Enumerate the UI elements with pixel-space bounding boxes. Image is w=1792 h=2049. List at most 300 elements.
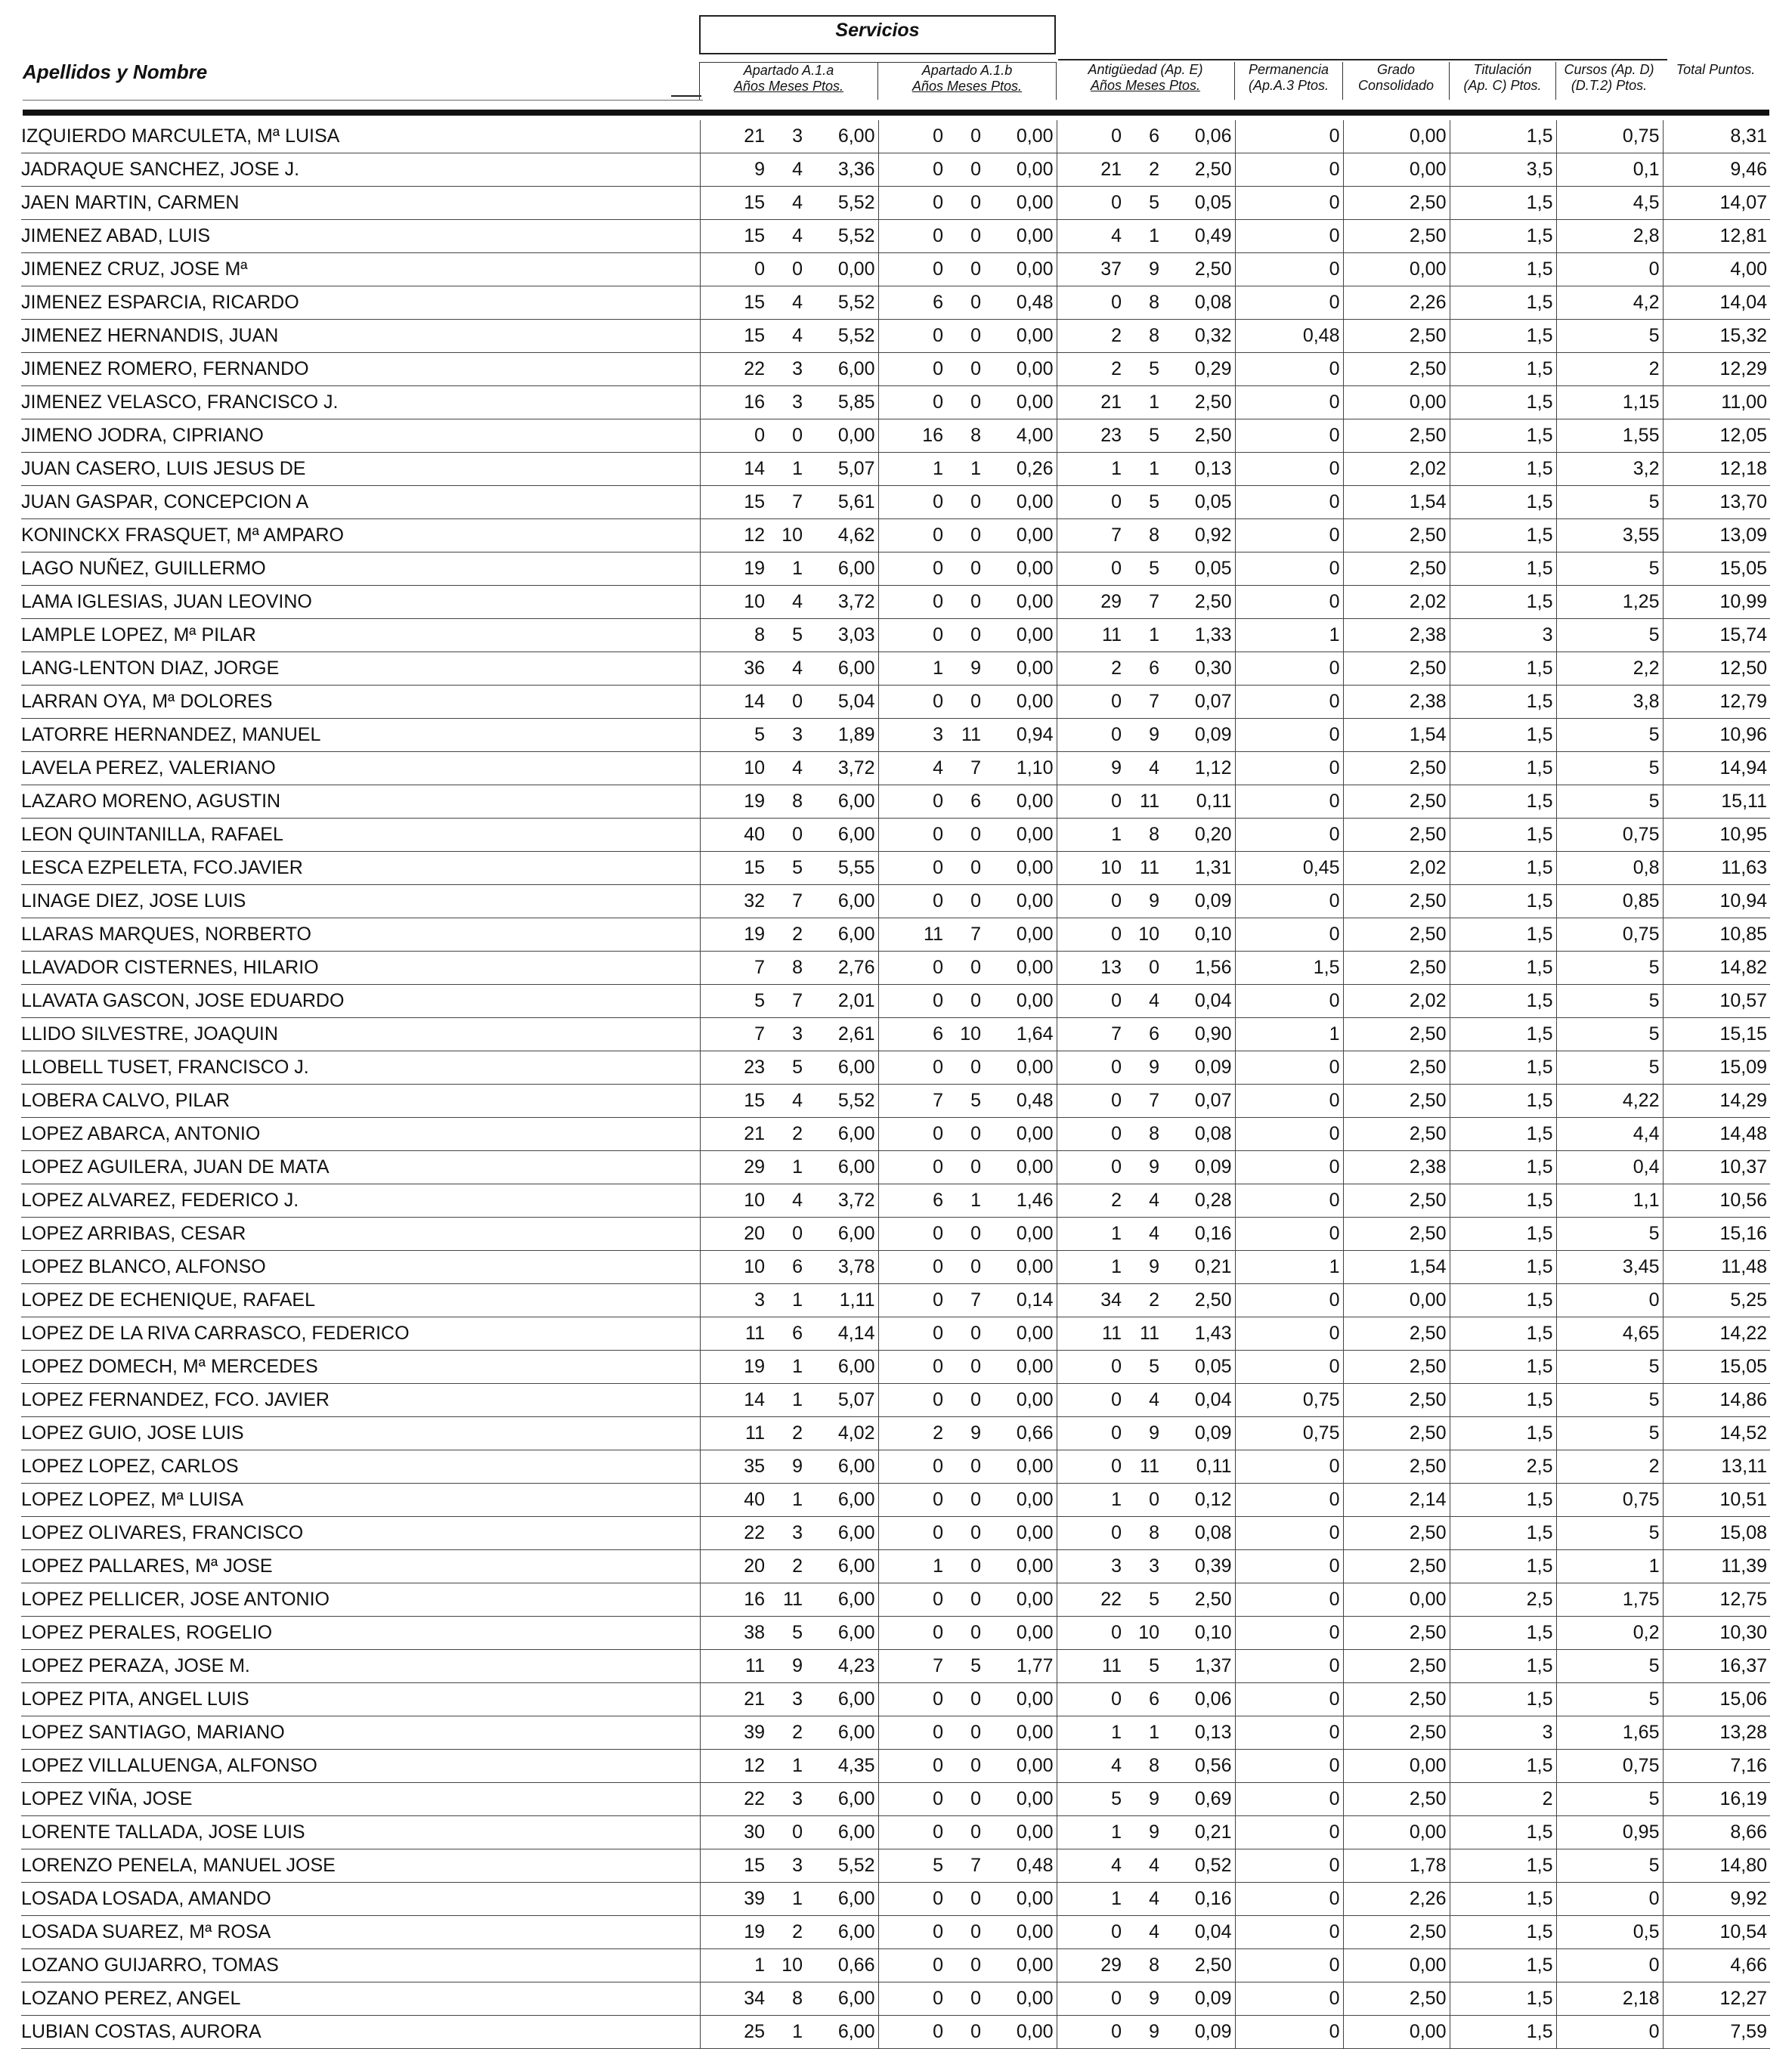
cell-total: 15,06	[1719, 1688, 1767, 1710]
table-row	[21, 1051, 1770, 1085]
cell-a1a-meses: 2	[792, 1422, 803, 1444]
cell-antig-anos: 21	[1100, 159, 1122, 180]
cell-grado: 0,00	[1343, 1816, 1450, 1849]
cell-antig-anos: 0	[1111, 1622, 1122, 1643]
cell-antig-ptos: 2,50	[1162, 253, 1235, 286]
cell-antig-ptos: 0,09	[1162, 719, 1235, 752]
cell-a1a-anos: 22	[744, 1522, 765, 1543]
cell-a1b-anos: 0	[933, 1057, 943, 1078]
cell-antig-ptos: 0,09	[1162, 1982, 1235, 2016]
cell-titulacion: 1,5	[1450, 1883, 1556, 1916]
cell-a1b-anos: 0	[933, 225, 943, 246]
cell-permanencia: 0	[1235, 1683, 1343, 1716]
col-header-grado	[1342, 62, 1449, 100]
cell-permanencia: 0	[1235, 819, 1343, 852]
cell-titulacion: 1,5	[1450, 1317, 1556, 1351]
col-header-cursos	[1555, 62, 1662, 100]
cell-permanencia: 0	[1235, 652, 1343, 686]
cell-a1b-meses: 7	[970, 757, 981, 778]
cell-a1a-ptos: 6,00	[806, 1617, 878, 1650]
cell-antig-meses: 3	[1149, 1555, 1159, 1577]
cell-a1a-ptos: 6,00	[806, 353, 878, 386]
table-row	[21, 453, 1770, 486]
cell-antig-ptos: 2,50	[1162, 586, 1235, 619]
cell-a1b-meses: 0	[970, 2021, 981, 2042]
header-underline	[671, 95, 701, 97]
cell-a1a-meses: 6	[792, 1323, 803, 1344]
cell-titulacion: 1,5	[1450, 1118, 1556, 1151]
cell-a1a-anos: 7	[754, 1023, 765, 1045]
cell-a1a-anos: 40	[744, 824, 765, 845]
table-row	[21, 320, 1770, 353]
cell-grado: 2,50	[1343, 1716, 1450, 1750]
cell-a1a-meses: 7	[792, 990, 803, 1011]
cell-antig-ptos: 0,16	[1162, 1218, 1235, 1251]
cell-grado: 0,00	[1343, 253, 1450, 286]
cell-antig-ptos: 1,43	[1162, 1317, 1235, 1351]
cell-a1a-meses: 1	[792, 1289, 803, 1311]
cell-name: LOZANO PEREZ, ANGEL	[21, 1982, 700, 2016]
cell-a1a-anos: 15	[744, 857, 765, 878]
cell-total: 15,09	[1719, 1057, 1767, 1078]
table-row	[21, 918, 1770, 952]
cell-antig-meses: 5	[1149, 425, 1159, 446]
col-header-titulacion-title: Titulación	[1473, 62, 1532, 77]
cell-total: 14,82	[1719, 957, 1767, 978]
cell-antig-ptos: 0,13	[1162, 1716, 1235, 1750]
cell-a1b-anos: 0	[933, 1522, 943, 1543]
cell-a1a-anos: 10	[744, 1190, 765, 1211]
cell-name: LLAVADOR CISTERNES, HILARIO	[21, 952, 700, 985]
cell-cursos: 1,15	[1556, 386, 1663, 419]
cell-antig-meses: 2	[1149, 1289, 1159, 1311]
cell-antig-anos: 0	[1111, 724, 1122, 745]
cell-name: LLIDO SILVESTRE, JOAQUIN	[21, 1018, 700, 1051]
cell-cursos: 0,75	[1556, 819, 1663, 852]
cell-antig-meses: 9	[1149, 258, 1159, 280]
cell-titulacion: 1,5	[1450, 1018, 1556, 1051]
cell-antig-anos: 0	[1111, 1988, 1122, 2009]
cell-a1b-ptos: 1,46	[984, 1184, 1057, 1218]
cell-a1b-meses: 0	[970, 1356, 981, 1377]
cell-a1b-anos: 0	[933, 1622, 943, 1643]
cell-total: 4,66	[1730, 1955, 1767, 1976]
col-header-permanencia	[1234, 62, 1342, 100]
cell-antig-anos: 34	[1100, 1289, 1122, 1311]
cell-name: JUAN GASPAR, CONCEPCION A	[21, 486, 700, 519]
cell-a1b-meses: 0	[970, 1489, 981, 1510]
cell-antig-meses: 6	[1149, 1023, 1159, 1045]
col-header-grado-title: Grado	[1376, 62, 1416, 77]
cell-a1b-anos: 0	[933, 624, 943, 645]
cell-a1b-anos: 11	[924, 924, 943, 945]
col-header-a1a-title: Apartado A.1.a	[743, 63, 834, 78]
cell-a1b-anos: 0	[933, 691, 943, 712]
cell-a1a-ptos: 6,00	[806, 819, 878, 852]
cell-cursos: 1,65	[1556, 1716, 1663, 1750]
cell-antig-anos: 0	[1111, 1389, 1122, 1410]
cell-titulacion: 3	[1450, 1716, 1556, 1750]
cell-a1b-ptos: 0,00	[984, 253, 1057, 286]
cell-name: JIMENEZ VELASCO, FRANCISCO J.	[21, 386, 700, 419]
cell-antig-meses: 6	[1149, 658, 1159, 679]
table-row	[21, 952, 1770, 985]
cell-total: 12,27	[1719, 1988, 1767, 2009]
cell-grado: 1,78	[1343, 1849, 1450, 1883]
table-row	[21, 1484, 1770, 1517]
cell-total: 11,39	[1721, 1555, 1767, 1577]
table-row	[21, 1949, 1770, 1982]
cell-antig-anos: 0	[1111, 192, 1122, 213]
cell-permanencia: 0	[1235, 1351, 1343, 1384]
cell-total: 14,07	[1719, 192, 1767, 213]
cell-total: 15,05	[1719, 1356, 1767, 1377]
cell-a1a-ptos: 6,00	[806, 1683, 878, 1716]
cell-a1a-ptos: 5,52	[806, 320, 878, 353]
cell-antig-anos: 1	[1111, 1722, 1122, 1743]
cell-antig-ptos: 0,09	[1162, 1417, 1235, 1450]
cell-cursos: 4,65	[1556, 1317, 1663, 1351]
cell-a1a-meses: 1	[792, 558, 803, 579]
cell-a1b-anos: 1	[933, 458, 943, 479]
cell-titulacion: 1,5	[1450, 1750, 1556, 1783]
cell-a1a-ptos: 3,78	[806, 1251, 878, 1284]
cell-grado: 2,50	[1343, 785, 1450, 819]
cell-name: LATORRE HERNANDEZ, MANUEL	[21, 719, 700, 752]
table-row	[21, 552, 1770, 586]
cell-a1a-ptos: 4,62	[806, 519, 878, 552]
cell-permanencia: 1	[1235, 619, 1343, 652]
cell-permanencia: 0	[1235, 1218, 1343, 1251]
cell-cursos: 0,75	[1556, 918, 1663, 952]
col-header-cursos-title: Cursos (Ap. D)	[1564, 62, 1654, 77]
cell-total: 10,37	[1719, 1156, 1767, 1178]
cell-antig-meses: 11	[1140, 857, 1159, 878]
cell-a1a-meses: 4	[792, 292, 803, 313]
cell-permanencia: 0	[1235, 1716, 1343, 1750]
cell-a1a-meses: 5	[792, 1622, 803, 1643]
col-header-a1a	[699, 62, 877, 100]
table-body	[21, 120, 1770, 2049]
cell-a1b-ptos: 0,00	[984, 918, 1057, 952]
cell-total: 15,11	[1721, 791, 1767, 812]
cell-titulacion: 1,5	[1450, 1085, 1556, 1118]
cell-a1a-anos: 19	[744, 791, 765, 812]
cell-a1b-meses: 7	[970, 1855, 981, 1876]
cell-antig-anos: 11	[1102, 1323, 1122, 1344]
cell-grado: 2,50	[1343, 519, 1450, 552]
cell-a1a-ptos: 6,00	[806, 1218, 878, 1251]
cell-total: 14,48	[1719, 1123, 1767, 1144]
cell-a1b-ptos: 0,00	[984, 1251, 1057, 1284]
cell-a1b-anos: 2	[933, 1422, 943, 1444]
cell-a1b-meses: 0	[970, 1156, 981, 1178]
table-row	[21, 1284, 1770, 1317]
cell-permanencia: 1	[1235, 1251, 1343, 1284]
cell-a1a-meses: 9	[792, 1456, 803, 1477]
cell-a1b-anos: 5	[933, 1855, 943, 1876]
cell-a1b-anos: 0	[933, 1888, 943, 1909]
cell-a1b-ptos: 0,00	[984, 1683, 1057, 1716]
table-row	[21, 1750, 1770, 1783]
cell-a1a-ptos: 6,00	[806, 1450, 878, 1484]
cell-a1a-ptos: 6,00	[806, 1484, 878, 1517]
cell-grado: 0,00	[1343, 386, 1450, 419]
cell-a1a-anos: 15	[744, 1090, 765, 1111]
cell-cursos: 0,1	[1556, 153, 1663, 187]
cell-a1a-ptos: 6,00	[806, 652, 878, 686]
cell-name: LOPEZ LOPEZ, CARLOS	[21, 1450, 700, 1484]
cell-a1b-anos: 0	[933, 491, 943, 512]
cell-antig-meses: 8	[1149, 292, 1159, 313]
cell-permanencia: 0	[1235, 486, 1343, 519]
cell-cursos: 3,8	[1556, 686, 1663, 719]
cell-a1a-meses: 4	[792, 192, 803, 213]
cell-titulacion: 1,5	[1450, 453, 1556, 486]
table-row	[21, 1384, 1770, 1417]
cell-a1a-ptos: 4,23	[806, 1650, 878, 1683]
cell-a1a-ptos: 0,00	[806, 419, 878, 453]
cell-antig-ptos: 0,90	[1162, 1018, 1235, 1051]
cell-a1b-anos: 0	[933, 325, 943, 346]
cell-antig-anos: 4	[1111, 225, 1122, 246]
cell-antig-anos: 11	[1102, 1655, 1122, 1676]
cell-a1b-meses: 1	[970, 458, 981, 479]
cell-name: IZQUIERDO MARCULETA, Mª LUISA	[21, 120, 700, 153]
cell-antig-anos: 0	[1111, 890, 1122, 912]
cell-name: JIMENEZ ROMERO, FERNANDO	[21, 353, 700, 386]
cell-a1a-ptos: 2,01	[806, 985, 878, 1018]
cell-total: 14,94	[1719, 757, 1767, 778]
cell-cursos: 5	[1556, 1384, 1663, 1417]
cell-titulacion: 1,5	[1450, 386, 1556, 419]
cell-cursos: 5	[1556, 719, 1663, 752]
cell-titulacion: 1,5	[1450, 985, 1556, 1018]
cell-a1a-ptos: 5,61	[806, 486, 878, 519]
cell-name: LOPEZ VILLALUENGA, ALFONSO	[21, 1750, 700, 1783]
cell-a1b-meses: 0	[970, 824, 981, 845]
cell-total: 15,16	[1719, 1223, 1767, 1244]
cell-a1a-meses: 2	[792, 1555, 803, 1577]
cell-a1a-anos: 0	[754, 425, 765, 446]
cell-a1b-meses: 0	[970, 1456, 981, 1477]
cell-a1a-meses: 2	[792, 1921, 803, 1942]
cell-cursos: 0	[1556, 1949, 1663, 1982]
cell-a1a-ptos: 6,00	[806, 1118, 878, 1151]
cell-titulacion: 1,5	[1450, 1816, 1556, 1849]
cell-permanencia: 1,5	[1235, 952, 1343, 985]
cell-permanencia: 0	[1235, 985, 1343, 1018]
cell-titulacion: 1,5	[1450, 1849, 1556, 1883]
cell-cursos: 0,75	[1556, 120, 1663, 153]
cell-a1a-meses: 10	[781, 1955, 803, 1976]
cell-cursos: 4,2	[1556, 286, 1663, 320]
cell-grado: 2,50	[1343, 1417, 1450, 1450]
cell-a1a-ptos: 6,00	[806, 1716, 878, 1750]
cell-antig-anos: 0	[1111, 1921, 1122, 1942]
cell-cursos: 5	[1556, 952, 1663, 985]
cell-grado: 2,50	[1343, 1650, 1450, 1683]
cell-a1a-meses: 5	[792, 857, 803, 878]
cell-a1a-meses: 1	[792, 2021, 803, 2042]
cell-a1b-meses: 9	[970, 658, 981, 679]
cell-a1a-anos: 32	[744, 890, 765, 912]
cell-antig-anos: 11	[1102, 624, 1122, 645]
cell-a1b-meses: 0	[970, 525, 981, 546]
cell-permanencia: 0	[1235, 1650, 1343, 1683]
cell-total: 10,94	[1719, 890, 1767, 912]
cell-a1b-meses: 0	[970, 1888, 981, 1909]
cell-name: LOPEZ PITA, ANGEL LUIS	[21, 1683, 700, 1716]
cell-antig-meses: 1	[1149, 392, 1159, 413]
cell-permanencia: 0	[1235, 1051, 1343, 1085]
cell-name: LAMA IGLESIAS, JUAN LEOVINO	[21, 586, 700, 619]
cell-titulacion: 1,5	[1450, 652, 1556, 686]
cell-total: 15,74	[1719, 624, 1767, 645]
cell-a1b-anos: 0	[933, 1822, 943, 1843]
cell-a1b-meses: 5	[970, 1655, 981, 1676]
cell-a1b-anos: 1	[933, 658, 943, 679]
cell-a1b-ptos: 0,00	[984, 985, 1057, 1018]
cell-a1a-anos: 5	[754, 990, 765, 1011]
table-row	[21, 852, 1770, 885]
cell-antig-anos: 13	[1100, 957, 1122, 978]
cell-grado: 2,50	[1343, 1018, 1450, 1051]
cell-antig-meses: 4	[1149, 757, 1159, 778]
cell-cursos: 0	[1556, 1284, 1663, 1317]
cell-antig-meses: 4	[1149, 1223, 1159, 1244]
table-row	[21, 1317, 1770, 1351]
table-row	[21, 819, 1770, 852]
cell-a1a-ptos: 3,36	[806, 153, 878, 187]
cell-a1b-ptos: 1,64	[984, 1018, 1057, 1051]
cell-permanencia: 0	[1235, 453, 1343, 486]
cell-a1a-meses: 0	[792, 691, 803, 712]
col-header-total-title: Total Puntos.	[1676, 62, 1756, 77]
cell-a1b-meses: 0	[970, 1788, 981, 1809]
cell-permanencia: 0	[1235, 1783, 1343, 1816]
cell-name: LINAGE DIEZ, JOSE LUIS	[21, 885, 700, 918]
cell-a1b-anos: 3	[933, 724, 943, 745]
cell-a1b-meses: 1	[970, 1190, 981, 1211]
cell-titulacion: 1,5	[1450, 286, 1556, 320]
cell-a1b-meses: 0	[970, 624, 981, 645]
cell-antig-meses: 5	[1149, 558, 1159, 579]
cell-permanencia: 1	[1235, 1018, 1343, 1051]
cell-cursos: 2	[1556, 353, 1663, 386]
cell-permanencia: 0	[1235, 1617, 1343, 1650]
cell-a1a-meses: 4	[792, 757, 803, 778]
cell-total: 12,29	[1719, 358, 1767, 379]
cell-antig-meses: 5	[1149, 491, 1159, 512]
cell-titulacion: 1,5	[1450, 952, 1556, 985]
cell-total: 12,75	[1719, 1589, 1767, 1610]
cell-total: 5,25	[1730, 1289, 1767, 1311]
cell-name: LORENTE TALLADA, JOSE LUIS	[21, 1816, 700, 1849]
cell-antig-anos: 0	[1111, 1688, 1122, 1710]
table-row	[21, 1583, 1770, 1617]
cell-a1b-meses: 0	[970, 1921, 981, 1942]
cell-a1b-ptos: 0,00	[984, 519, 1057, 552]
cell-a1a-meses: 3	[792, 392, 803, 413]
cell-total: 10,57	[1719, 990, 1767, 1011]
cell-a1b-ptos: 0,00	[984, 1883, 1057, 1916]
cell-permanencia: 0	[1235, 1883, 1343, 1916]
cell-antig-ptos: 0,39	[1162, 1550, 1235, 1583]
cell-a1b-ptos: 0,00	[984, 120, 1057, 153]
cell-a1b-ptos: 0,00	[984, 2016, 1057, 2049]
cell-antig-meses: 5	[1149, 1356, 1159, 1377]
cell-total: 11,00	[1721, 392, 1767, 413]
cell-name: LOPEZ PELLICER, JOSE ANTONIO	[21, 1583, 700, 1617]
cell-grado: 2,38	[1343, 1151, 1450, 1184]
cell-name: JIMENEZ HERNANDIS, JUAN	[21, 320, 700, 353]
cell-a1a-meses: 1	[792, 1755, 803, 1776]
cell-name: KONINCKX FRASQUET, Mª AMPARO	[21, 519, 700, 552]
cell-grado: 0,00	[1343, 2016, 1450, 2049]
cell-a1b-meses: 9	[970, 1422, 981, 1444]
cell-name: LOBERA CALVO, PILAR	[21, 1085, 700, 1118]
col-header-total	[1662, 62, 1769, 100]
cell-a1a-meses: 0	[792, 1223, 803, 1244]
cell-name: LOPEZ BLANCO, ALFONSO	[21, 1251, 700, 1284]
cell-titulacion: 1,5	[1450, 1650, 1556, 1683]
cell-antig-meses: 9	[1149, 1256, 1159, 1277]
cell-a1b-meses: 0	[970, 1057, 981, 1078]
cell-antig-meses: 8	[1149, 824, 1159, 845]
cell-a1a-meses: 2	[792, 1722, 803, 1743]
cell-antig-anos: 1	[1111, 824, 1122, 845]
cell-cursos: 5	[1556, 1650, 1663, 1683]
cell-permanencia: 0	[1235, 153, 1343, 187]
cell-titulacion: 1,5	[1450, 686, 1556, 719]
cell-antig-meses: 11	[1140, 1323, 1159, 1344]
table-row	[21, 1716, 1770, 1750]
cell-total: 15,32	[1719, 325, 1767, 346]
cell-name: LANG-LENTON DIAZ, JORGE	[21, 652, 700, 686]
table-row	[21, 2016, 1770, 2049]
cell-antig-meses: 8	[1149, 1955, 1159, 1976]
cell-antig-ptos: 2,50	[1162, 1583, 1235, 1617]
cell-a1b-ptos: 0,00	[984, 1617, 1057, 1650]
table-row	[21, 1517, 1770, 1550]
cell-antig-anos: 0	[1111, 791, 1122, 812]
servicios-group-header	[699, 15, 1056, 54]
cell-a1a-ptos: 5,52	[806, 1085, 878, 1118]
cell-titulacion: 1,5	[1450, 253, 1556, 286]
cell-a1a-anos: 21	[744, 1688, 765, 1710]
cell-cursos: 0,4	[1556, 1151, 1663, 1184]
cell-a1a-ptos: 0,66	[806, 1949, 878, 1982]
table-row	[21, 1550, 1770, 1583]
cell-a1a-anos: 12	[744, 1755, 765, 1776]
cell-permanencia: 0,75	[1235, 1384, 1343, 1417]
cell-a1b-meses: 0	[970, 1722, 981, 1743]
cell-total: 12,81	[1719, 225, 1767, 246]
cell-a1b-ptos: 0,00	[984, 652, 1057, 686]
cell-a1b-ptos: 0,00	[984, 1816, 1057, 1849]
cell-a1b-meses: 0	[970, 1123, 981, 1144]
cell-a1b-anos: 6	[933, 1023, 943, 1045]
cell-permanencia: 0	[1235, 519, 1343, 552]
cell-a1b-anos: 0	[933, 591, 943, 612]
cell-antig-meses: 8	[1149, 1123, 1159, 1144]
cell-antig-anos: 1	[1111, 1223, 1122, 1244]
cell-permanencia: 0,75	[1235, 1417, 1343, 1450]
cell-antig-meses: 8	[1149, 1755, 1159, 1776]
cell-a1b-anos: 0	[933, 1456, 943, 1477]
cell-name: LOPEZ GUIO, JOSE LUIS	[21, 1417, 700, 1450]
